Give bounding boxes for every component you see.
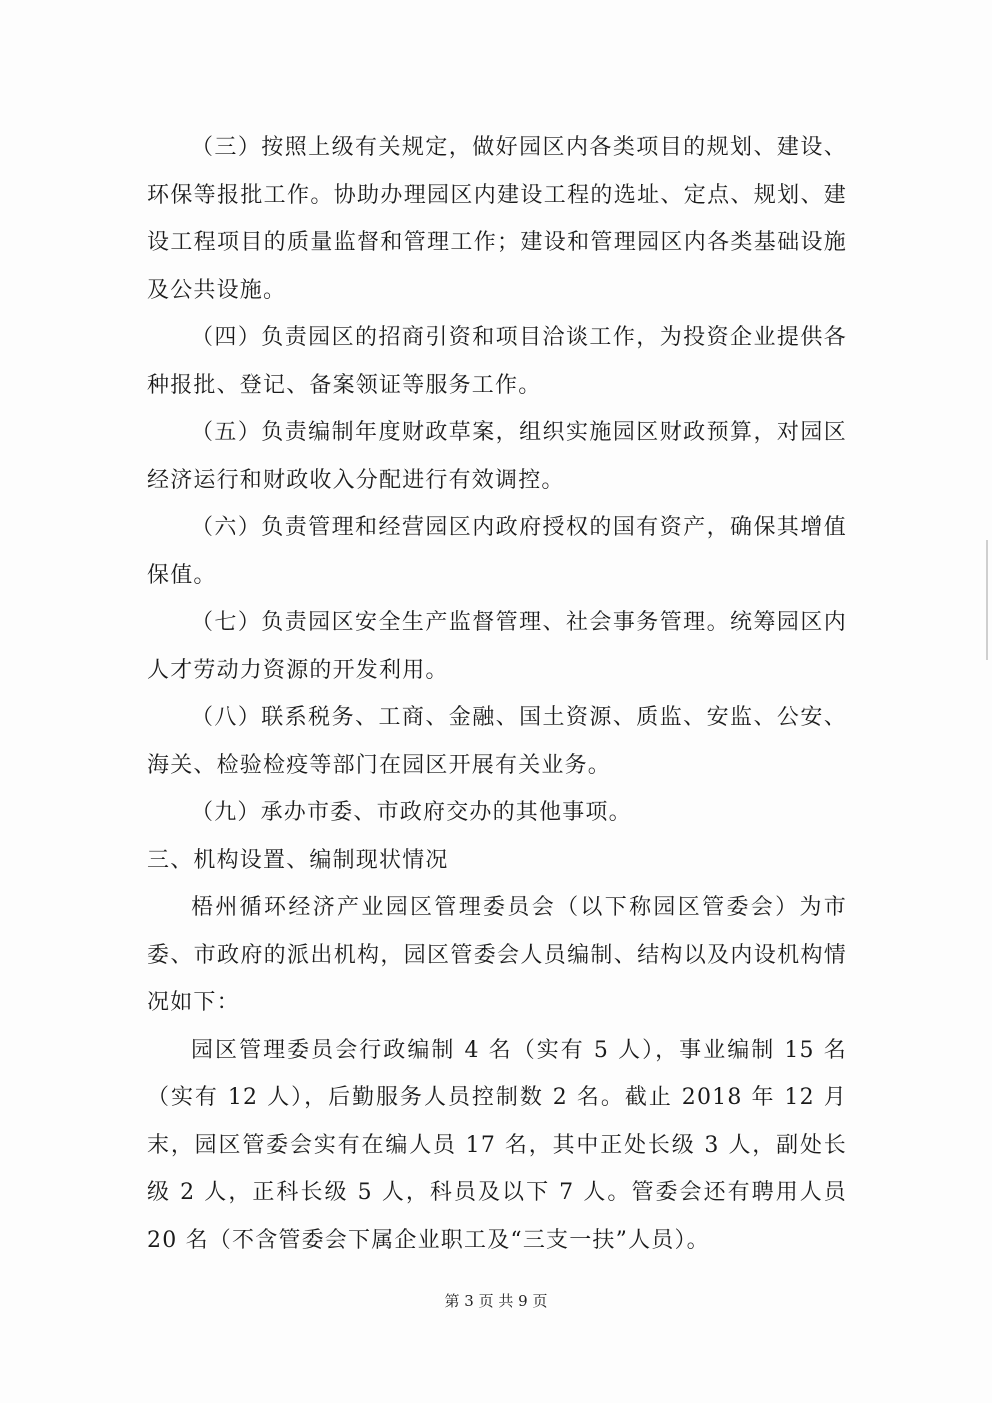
paragraph-item-6: （六）负责管理和经营园区内政府授权的国有资产，确保其增值保值。: [147, 515, 847, 588]
paragraph-item-3: （三）按照上级有关规定，做好园区内各类项目的规划、建设、环保等报批工作。协助办理园区内建设工程的选址、定点、规划、建设工程项目的质量监督和管理工作；建设和管理园区内各类基础设施及公共设施。: [147, 135, 847, 303]
scan-edge-mark: [986, 540, 988, 660]
page-number: 第 3 页 共 9 页: [444, 1292, 548, 1310]
document-body: [147, 124, 847, 1264]
paragraph-item-4: （四）负责园区的招商引资和项目洽谈工作，为投资企业提供各种报批、登记、备案领证等服务工作。: [147, 325, 847, 398]
paragraph-item-8: （八）联系税务、工商、金融、国土资源、质监、安监、公安、海关、检验检疫等部门在园区开展有关业务。: [147, 705, 847, 778]
paragraph-item-9: （九）承办市委、市政府交办的其他事项。: [191, 800, 632, 825]
paragraph-staffing: 园区管理委员会行政编制 4 名（实有 5 人），事业编制 15 名（实有 12 人），后勤服务人员控制数 2 名。截止 2018 年 12 月末，园区管委会实有在编人员 17 名，其中正处长级 3 人，副处长级 2 人，正科长级 5 人，科员及以下 7 人。管委会还有聘用人员 20 名（不含管委会下属企业职工及“三支一扶”人员）。: [147, 1037, 847, 1253]
paragraph-item-7: （七）负责园区安全生产监督管理、社会事务管理。统筹园区内人才劳动力资源的开发利用。: [147, 610, 847, 683]
paragraph-item-5: （五）负责编制年度财政草案，组织实施园区财政预算，对园区经济运行和财政收入分配进行有效调控。: [147, 420, 847, 493]
section-heading: 三、机构设置、编制现状情况: [147, 847, 449, 873]
paragraph-organization: 梧州循环经济产业园区管理委员会（以下称园区管委会）为市委、市政府的派出机构，园区管委会人员编制、结构以及内设机构情况如下：: [147, 895, 847, 1015]
